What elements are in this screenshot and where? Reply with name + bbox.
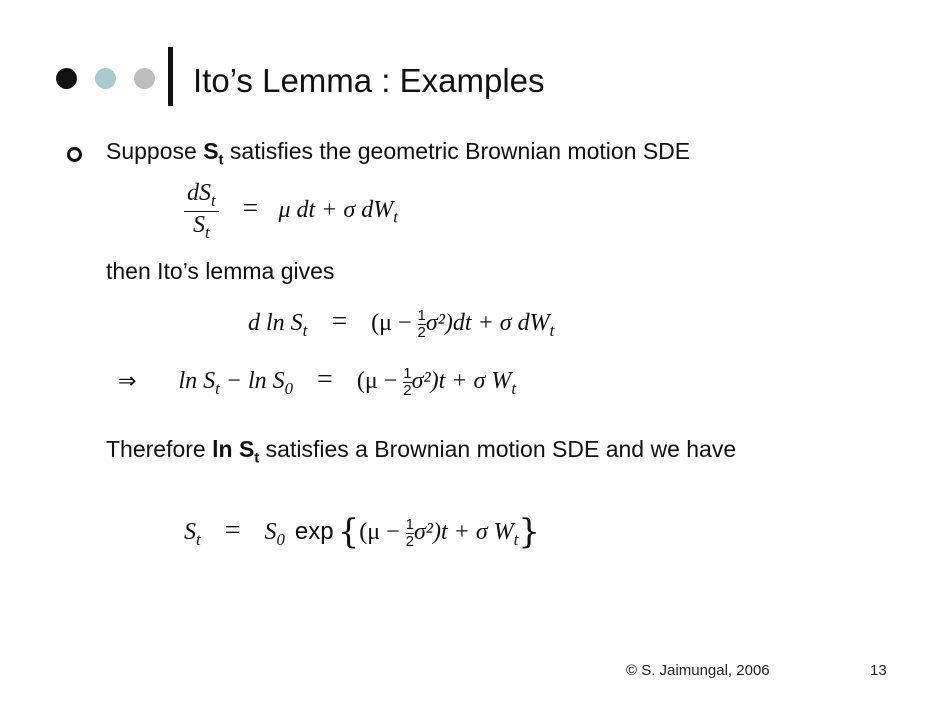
equation-solution: $S_t = S_0$ exp {(μ − $\frac{1}{2}$ σ²)t + σ $W_t$} bbox=[184, 512, 540, 552]
dot-gray bbox=[134, 68, 155, 89]
page-number: 13 bbox=[870, 662, 887, 679]
dot-teal bbox=[95, 68, 116, 89]
title-divider bbox=[168, 47, 173, 106]
equation-log-integrated: ⇒ $\ln S_t - \ln S_0 = (\mu$ − $\frac{1}{2}$ σ²)t + σ $W_t$ bbox=[118, 364, 516, 399]
bullet-icon bbox=[67, 147, 82, 162]
copyright: © S. Jaimungal, 2006 bbox=[626, 662, 770, 679]
dot-dark bbox=[56, 68, 77, 89]
equation-gbm: $\frac{dS_t}{S_t}$ = μ dt + σ $dW_t$ bbox=[184, 180, 398, 243]
slide-title: Ito’s Lemma : Examples bbox=[193, 62, 545, 99]
therefore-text: Therefore $\ln S_t$ satisfies a Brownian motion SDE and we have bbox=[106, 436, 737, 467]
decorative-dots bbox=[56, 67, 173, 89]
bullet-text: Suppose $S_t$ satisfies the geometric Brownian motion SDE bbox=[106, 138, 691, 169]
then-text: then Ito’s lemma gives bbox=[106, 258, 335, 284]
equation-log-differential: d $\ln S_t = (\mu$ − $\frac{1}{2}$ σ²)dt + σ $dW_t$ bbox=[248, 306, 555, 341]
